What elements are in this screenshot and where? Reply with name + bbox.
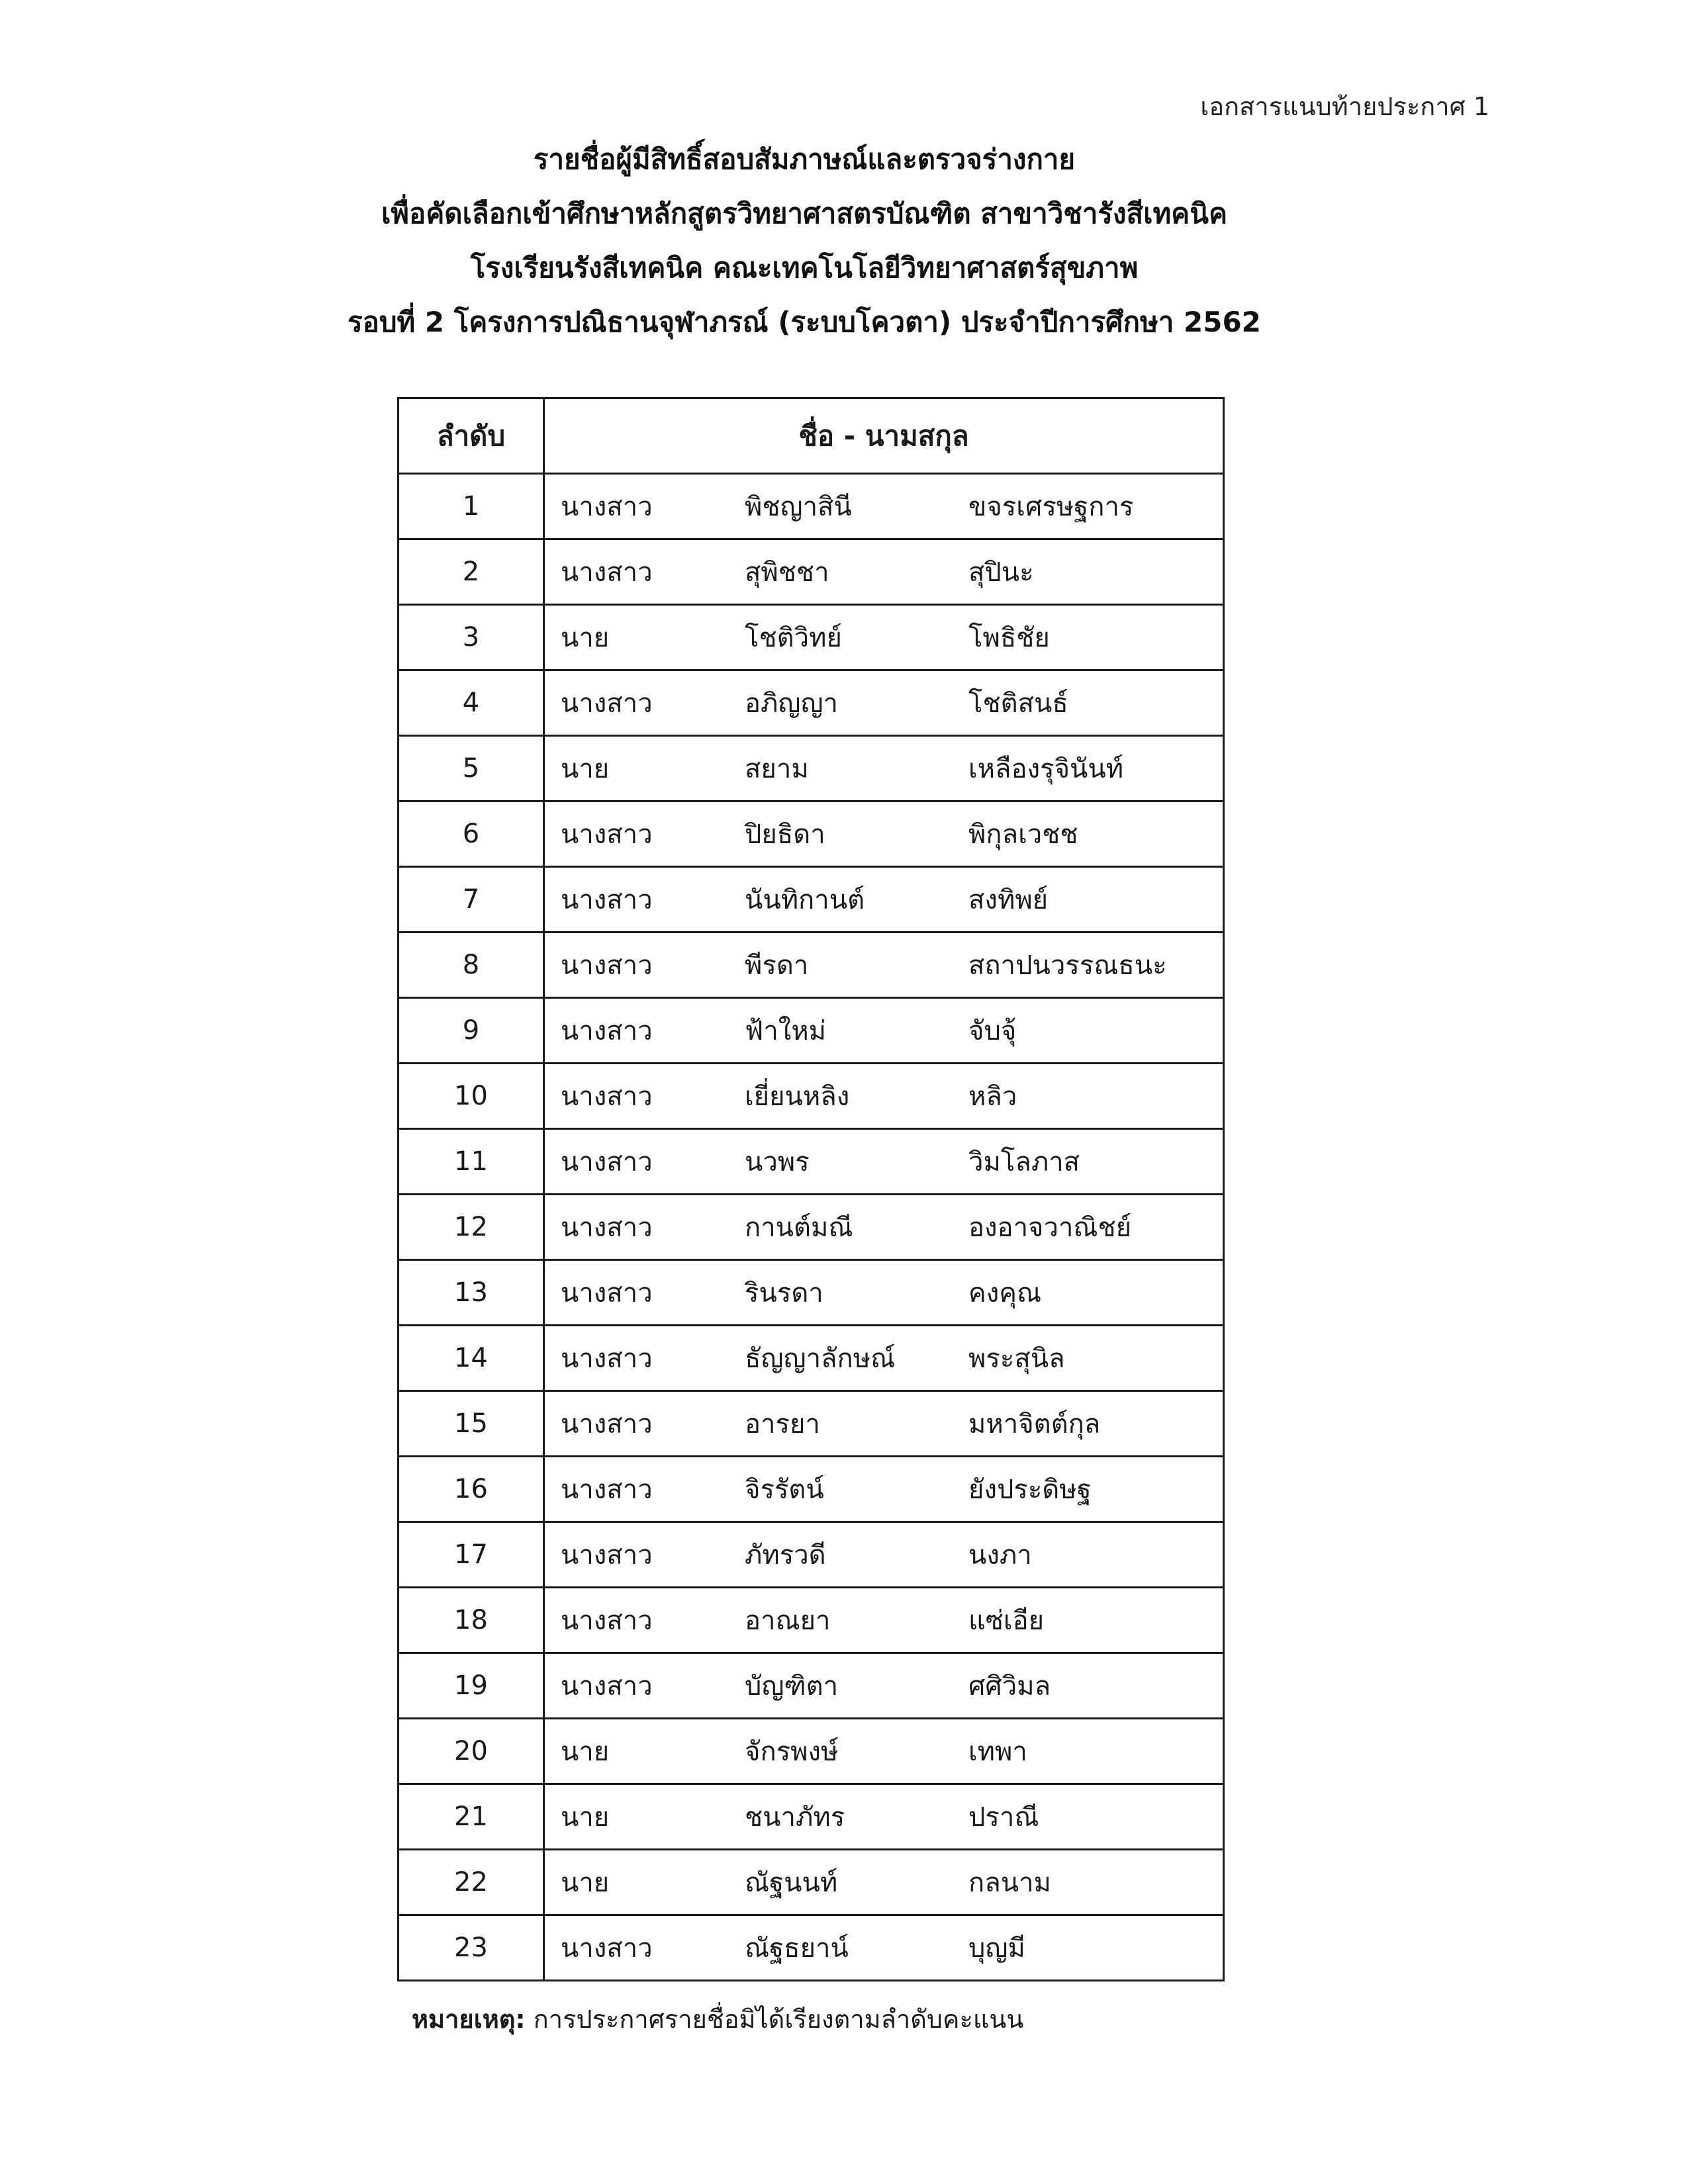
title-line: เพื่อคัดเลือกเข้าศึกษาหลักสูตรวิทยาศาสตรบัณฑิต สาขาวิชารังสีเทคนิค: [381, 197, 1228, 230]
row-number: 5: [399, 736, 544, 801]
given-name: ณัฐนนท์: [745, 1868, 838, 1898]
announcement-title: [0, 132, 1609, 349]
surname: ขจรเศรษฐการ: [968, 492, 1134, 522]
surname: วิมโลภาส: [968, 1147, 1080, 1177]
name-title: นาย: [561, 1737, 610, 1767]
surname: สถาปนวรรณธนะ: [968, 950, 1167, 981]
fullname-cell: [544, 1653, 1224, 1719]
title-line: โรงเรียนรังสีเทคนิค คณะเทคโนโลยีวิทยาศาสตร์สุขภาพ: [470, 251, 1139, 284]
table-row: [399, 1064, 1224, 1129]
row-number: 19: [399, 1653, 544, 1719]
surname: ปราณี: [968, 1802, 1039, 1833]
fullname-cell: [544, 1195, 1224, 1260]
given-name: กานต์มณี: [745, 1212, 853, 1243]
fullname-cell: [544, 1915, 1224, 1981]
surname: พิกุลเวชช: [968, 819, 1078, 850]
table-row: [399, 605, 1224, 670]
name-title: นางสาว: [561, 1278, 653, 1308]
name-title: นาย: [561, 1868, 610, 1898]
given-name: จิรรัตน์: [745, 1475, 824, 1505]
name-title: นางสาว: [561, 1409, 653, 1439]
name-title: นางสาว: [561, 492, 653, 522]
name-title: นาย: [561, 623, 610, 653]
given-name: เยี่ยนหลิง: [745, 1081, 850, 1112]
table-row: [399, 998, 1224, 1064]
row-number: 6: [399, 801, 544, 867]
surname: โชติสนธ์: [968, 688, 1068, 719]
table-row: [399, 539, 1224, 605]
table-header-row: [399, 398, 1224, 474]
row-number: 21: [399, 1784, 544, 1850]
surname: เหลืองรุจินันท์: [968, 754, 1124, 784]
name-title: นางสาว: [561, 1671, 653, 1702]
table-row: [399, 736, 1224, 801]
fullname-cell: [544, 1391, 1224, 1457]
fullname-cell: [544, 998, 1224, 1064]
surname: ยังประดิษฐ: [968, 1475, 1092, 1505]
table-row: [399, 1326, 1224, 1391]
fullname-cell: [544, 1129, 1224, 1195]
row-number: 8: [399, 933, 544, 998]
header-fullname: ชื่อ - นามสกุล: [544, 398, 1224, 474]
given-name: นันทิกานต์: [745, 885, 865, 915]
surname: หลิว: [968, 1081, 1017, 1112]
remark-text: การประกาศรายชื่อมิได้เรียงตามลำดับคะแนน: [533, 2005, 1024, 2034]
name-title: นางสาว: [561, 819, 653, 850]
surname: จับจุ้: [968, 1016, 1017, 1046]
table-row: [399, 474, 1224, 539]
row-number: 22: [399, 1850, 544, 1915]
row-number: 3: [399, 605, 544, 670]
candidate-table: [397, 397, 1225, 1981]
name-title: นางสาว: [561, 1081, 653, 1112]
name-title: นางสาว: [561, 1343, 653, 1374]
fullname-cell: [544, 1522, 1224, 1588]
row-number: 10: [399, 1064, 544, 1129]
given-name: ปิยธิดา: [745, 819, 825, 850]
table-row: [399, 1653, 1224, 1719]
table-row: [399, 1129, 1224, 1195]
table-row: [399, 1719, 1224, 1784]
remark: [412, 1999, 1023, 2039]
given-name: ณัฐธยาน์: [745, 1933, 849, 1964]
given-name: ธัญญาลักษณ์: [745, 1343, 896, 1374]
name-title: นางสาว: [561, 1933, 653, 1964]
table-row: [399, 1391, 1224, 1457]
title-line: รอบที่ 2 โครงการปณิธานจุฬาภรณ์ (ระบบโควตา) ประจำปีการศึกษา 2562: [348, 306, 1261, 338]
row-number: 17: [399, 1522, 544, 1588]
surname: สงทิพย์: [968, 885, 1049, 915]
table-row: [399, 1260, 1224, 1326]
fullname-cell: [544, 1850, 1224, 1915]
table-row: [399, 801, 1224, 867]
fullname-cell: [544, 1719, 1224, 1784]
given-name: อภิญญา: [745, 688, 839, 719]
given-name: จักรพงษ์: [745, 1737, 839, 1767]
surname: บุญมี: [968, 1933, 1025, 1964]
table-row: [399, 1915, 1224, 1981]
table-body: [399, 474, 1224, 1981]
surname: มหาจิตต์กุล: [968, 1409, 1101, 1439]
name-title: นาย: [561, 1802, 610, 1833]
surname: แซ่เอีย: [968, 1606, 1045, 1636]
table-row: [399, 1784, 1224, 1850]
fullname-cell: [544, 1784, 1224, 1850]
fullname-cell: [544, 1326, 1224, 1391]
name-title: นางสาว: [561, 1606, 653, 1636]
given-name: รินรดา: [745, 1278, 823, 1308]
table-row: [399, 670, 1224, 736]
given-name: พิชญาสินี: [745, 492, 852, 522]
row-number: 13: [399, 1260, 544, 1326]
table-row: [399, 867, 1224, 933]
fullname-cell: [544, 1457, 1224, 1522]
table-row: [399, 1195, 1224, 1260]
surname: องอาจวาณิชย์: [968, 1212, 1132, 1243]
surname: โพธิชัย: [968, 623, 1050, 653]
surname: พระสุนิล: [968, 1343, 1065, 1374]
row-number: 1: [399, 474, 544, 539]
table-row: [399, 1850, 1224, 1915]
given-name: อารยา: [745, 1409, 820, 1439]
row-number: 2: [399, 539, 544, 605]
row-number: 9: [399, 998, 544, 1064]
table-row: [399, 1522, 1224, 1588]
given-name: โชติวิทย์: [745, 623, 842, 653]
name-title: นางสาว: [561, 885, 653, 915]
name-title: นางสาว: [561, 1016, 653, 1046]
given-name: สยาม: [745, 754, 809, 784]
fullname-cell: [544, 670, 1224, 736]
surname: คงคุณ: [968, 1278, 1042, 1308]
name-title: นางสาว: [561, 557, 653, 588]
fullname-cell: [544, 474, 1224, 539]
table-row: [399, 933, 1224, 998]
given-name: ชนาภัทร: [745, 1802, 845, 1833]
row-number: 20: [399, 1719, 544, 1784]
name-title: นางสาว: [561, 1540, 653, 1570]
row-number: 4: [399, 670, 544, 736]
fullname-cell: [544, 605, 1224, 670]
row-number: 14: [399, 1326, 544, 1391]
row-number: 11: [399, 1129, 544, 1195]
given-name: ฟ้าใหม่: [745, 1016, 827, 1046]
row-number: 16: [399, 1457, 544, 1522]
remark-label: หมายเหตุ:: [412, 2005, 526, 2034]
header-order: ลำดับ: [399, 398, 544, 474]
given-name: อาณยา: [745, 1606, 831, 1636]
fullname-cell: [544, 867, 1224, 933]
fullname-cell: [544, 736, 1224, 801]
title-line: รายชื่อผู้มีสิทธิ์สอบสัมภาษณ์และตรวจร่างกาย: [533, 143, 1076, 175]
table-row: [399, 1588, 1224, 1653]
fullname-cell: [544, 1260, 1224, 1326]
name-title: นางสาว: [561, 1147, 653, 1177]
name-title: นางสาว: [561, 1475, 653, 1505]
fullname-cell: [544, 801, 1224, 867]
fullname-cell: [544, 1064, 1224, 1129]
given-name: สุพิชชา: [745, 557, 829, 588]
row-number: 12: [399, 1195, 544, 1260]
fullname-cell: [544, 933, 1224, 998]
given-name: พีรดา: [745, 950, 809, 981]
row-number: 7: [399, 867, 544, 933]
row-number: 18: [399, 1588, 544, 1653]
given-name: นวพร: [745, 1147, 810, 1177]
name-title: นางสาว: [561, 688, 653, 719]
surname: เทพา: [968, 1737, 1027, 1767]
given-name: บัญฑิตา: [745, 1671, 839, 1702]
name-title: นางสาว: [561, 950, 653, 981]
attachment-note: เอกสารแนบท้ายประกาศ 1: [1200, 92, 1489, 121]
name-title: นาย: [561, 754, 610, 784]
fullname-cell: [544, 539, 1224, 605]
table-row: [399, 1457, 1224, 1522]
surname: ศศิวิมล: [968, 1671, 1051, 1702]
surname: กลนาม: [968, 1868, 1051, 1898]
fullname-cell: [544, 1588, 1224, 1653]
surname: สุปินะ: [968, 557, 1034, 588]
name-title: นางสาว: [561, 1212, 653, 1243]
given-name: ภัทรวดี: [745, 1540, 826, 1570]
surname: นงภา: [968, 1540, 1032, 1570]
row-number: 15: [399, 1391, 544, 1457]
row-number: 23: [399, 1915, 544, 1981]
